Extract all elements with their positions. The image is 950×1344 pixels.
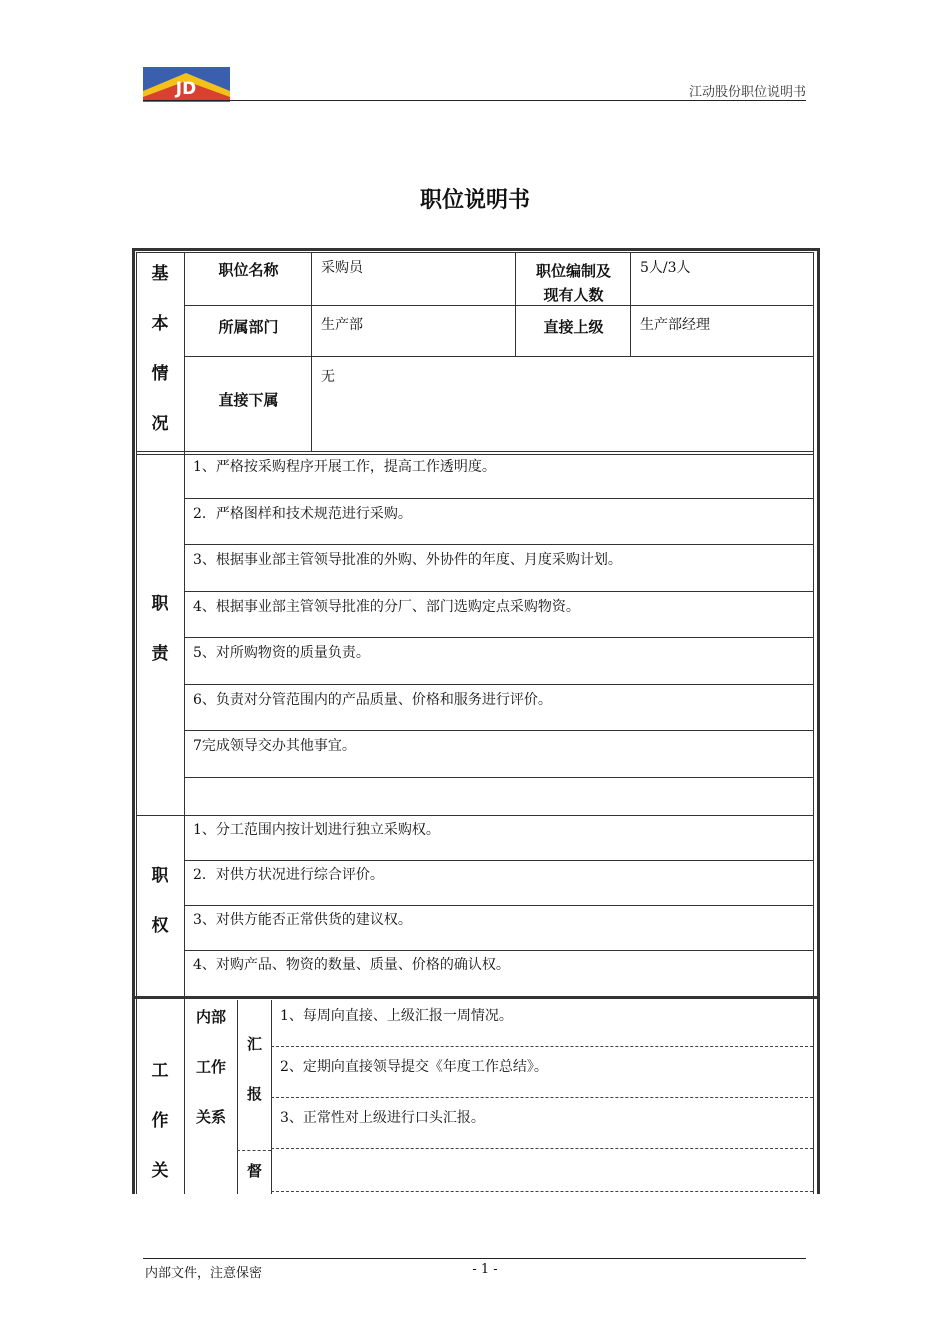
authority-section-char: 职 bbox=[151, 866, 169, 886]
document-title: 职位说明书 bbox=[419, 188, 530, 213]
logo-text: JD bbox=[175, 79, 197, 99]
duty-item: 6、负责对分管范围内的产品质量、价格和服务进行评价。 bbox=[193, 692, 552, 708]
headcount-label bbox=[517, 259, 630, 307]
basic-section-char: 情 bbox=[151, 364, 169, 384]
report-item: 3、正常性对上级进行口头汇报。 bbox=[280, 1110, 485, 1126]
company-logo-icon bbox=[143, 67, 230, 102]
relations-section-char: 作 bbox=[151, 1111, 169, 1131]
authority-section-char: 权 bbox=[151, 916, 169, 936]
subordinate-label: 直接下属 bbox=[218, 391, 279, 409]
duty-item: 1、严格按采购程序开展工作，提高工作透明度。 bbox=[193, 459, 496, 475]
report-label-char: 报 bbox=[246, 1085, 262, 1103]
superior-label: 直接上级 bbox=[543, 318, 604, 336]
footer-confidential-note: 内部文件，注意保密 bbox=[145, 1266, 263, 1281]
duty-item: 2．严格图样和技术规范进行采购。 bbox=[193, 506, 412, 522]
authority-item: 3、对供方能否正常供货的建议权。 bbox=[193, 912, 412, 928]
header-title: 江动股份职位说明书 bbox=[688, 85, 806, 100]
header-rule bbox=[143, 100, 806, 101]
page-number: - 1 - bbox=[472, 1262, 498, 1277]
department-label: 所属部门 bbox=[218, 318, 279, 336]
headcount-label-line2: 现有人数 bbox=[543, 286, 604, 304]
duties-section-char: 职 bbox=[151, 594, 169, 614]
position-name-value: 采购员 bbox=[321, 260, 363, 276]
duty-item: 5、对所购物资的质量负责。 bbox=[193, 645, 370, 661]
relations-section-char: 关 bbox=[151, 1161, 169, 1181]
footer-rule bbox=[143, 1258, 806, 1259]
basic-section-char: 基 bbox=[151, 264, 169, 284]
duty-item: 3、根据事业部主管领导批准的外购、外协件的年度、月度采购计划。 bbox=[193, 552, 622, 568]
report-label-char: 汇 bbox=[246, 1035, 262, 1053]
report-item: 2、定期向直接领导提交《年度工作总结》。 bbox=[280, 1059, 548, 1075]
headcount-value: 5人/3人 bbox=[640, 260, 691, 276]
authority-item: 2．对供方状况进行综合评价。 bbox=[193, 867, 384, 883]
superior-value: 生产部经理 bbox=[640, 317, 710, 333]
duty-item: 4、根据事业部主管领导批准的分厂、部门选购定点采购物资。 bbox=[193, 599, 580, 615]
department-value: 生产部 bbox=[321, 317, 363, 333]
subordinate-value: 无 bbox=[321, 369, 335, 385]
position-name-label: 职位名称 bbox=[218, 261, 279, 279]
duty-item: 7完成领导交办其他事宜。 bbox=[193, 738, 356, 754]
internal-relations-label: 内部 bbox=[195, 1008, 226, 1026]
duties-section-char: 责 bbox=[151, 644, 169, 664]
authority-item: 4、对购产品、物资的数量、质量、价格的确认权。 bbox=[193, 957, 510, 973]
authority-item: 1、分工范围内按计划进行独立采购权。 bbox=[193, 822, 440, 838]
headcount-label-line1: 职位编制及 bbox=[535, 262, 611, 280]
basic-section-char: 本 bbox=[151, 314, 169, 334]
internal-relations-label: 关系 bbox=[195, 1108, 226, 1126]
report-item: 1、每周向直接、上级汇报一周情况。 bbox=[280, 1008, 513, 1024]
supervise-label-char: 督 bbox=[246, 1162, 262, 1180]
internal-relations-label: 工作 bbox=[195, 1058, 226, 1076]
relations-section-char: 工 bbox=[151, 1061, 169, 1081]
basic-section-char: 况 bbox=[151, 414, 169, 434]
